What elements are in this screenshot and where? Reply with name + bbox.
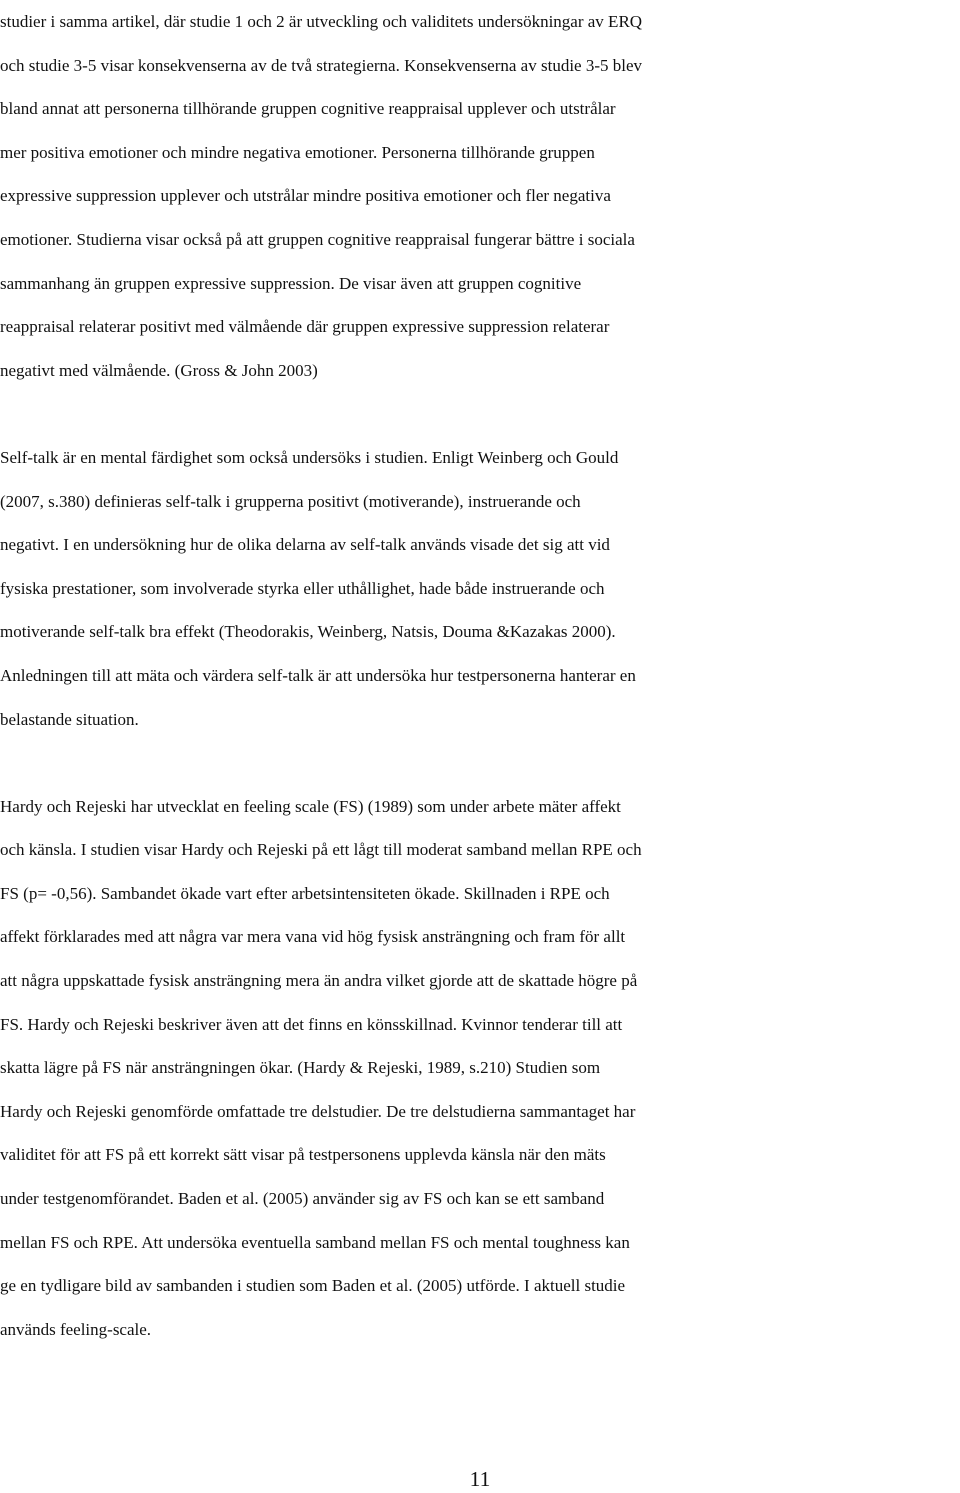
paragraph-feeling-scale <box>0 785 960 1352</box>
text-line: under testgenomförandet. Baden et al. (2005) använder sig av FS och kan se ett samband <box>0 1189 605 1209</box>
text-line: reappraisal relaterar positivt med välmående där gruppen expressive suppression relaterar <box>0 317 610 337</box>
text-line: sammanhang än gruppen expressive suppression. De visar även att gruppen cognitive <box>0 273 582 293</box>
text-line: skatta lägre på FS när ansträngningen ökar. (Hardy & Rejeski, 1989, s.210) Studien som <box>0 1058 601 1078</box>
text-line: mer positiva emotioner och mindre negativa emotioner. Personerna tillhörande gruppen <box>0 142 595 162</box>
text-line: och känsla. I studien visar Hardy och Rejeski på ett lågt till moderat samband mellan RPE och <box>0 840 642 860</box>
text-line: används feeling-scale. <box>0 1319 152 1339</box>
text-line: FS (p= -0,56). Sambandet ökade vart efter arbetsintensiteten ökade. Skillnaden i RPE och <box>0 883 610 903</box>
text-line: Hardy och Rejeski har utvecklat en feeling scale (FS) (1989) som under arbete mäter affekt <box>0 796 621 816</box>
text-line: studier i samma artikel, där studie 1 och 2 är utveckling och validitets undersökningar av ERQ <box>0 12 643 31</box>
text-line: mellan FS och RPE. Att undersöka eventuella samband mellan FS och mental toughness kan <box>0 1232 630 1252</box>
text-line: validitet för att FS på ett korrekt sätt visar på testpersonens upplevda känsla när den mäts <box>0 1145 606 1165</box>
text-line: ge en tydligare bild av sambanden i studien som Baden et al. (2005) utförde. I aktuell studie <box>0 1276 626 1296</box>
text-line: affekt förklarades med att några var mera vana vid hög fysisk ansträngning och fram för allt <box>0 927 626 947</box>
text-line: FS. Hardy och Rejeski beskriver även att det finns en könsskillnad. Kvinnor tenderar till att <box>0 1014 623 1034</box>
text-line: att några uppskattade fysisk ansträngning mera än andra vilket gjorde att de skattade högre på <box>0 971 638 991</box>
text-line: och studie 3-5 visar konsekvenserna av de två strategierna. Konsekvenserna av studie 3-5 blev <box>0 55 643 75</box>
text-line: fysiska prestationer, som involverade styrka eller uthållighet, hade både instruerande och <box>0 578 605 598</box>
text-line: belastande situation. <box>0 709 139 729</box>
paragraph-erq-strategies <box>0 0 960 392</box>
text-line: expressive suppression upplever och utstrålar mindre positiva emotioner och fler negativa <box>0 186 611 206</box>
text-line: Self-talk är en mental färdighet som också undersöks i studien. Enligt Weinberg och Gould <box>0 447 619 467</box>
text-line: emotioner. Studierna visar också på att gruppen cognitive reappraisal fungerar bättre i sociala <box>0 229 635 249</box>
text-line: motiverande self-talk bra effekt (Theodorakis, Weinberg, Natsis, Douma &Kazakas 2000). <box>0 622 616 642</box>
page-number: 11 <box>469 1467 491 1491</box>
text-line: negativt. I en undersökning hur de olika delarna av self-talk används visade det sig att vid <box>0 535 610 555</box>
text-line: bland annat att personerna tillhörande gruppen cognitive reappraisal upplever och utstrålar <box>0 99 616 119</box>
paragraph-self-talk <box>0 436 960 741</box>
text-line: Hardy och Rejeski genomförde omfattade tre delstudier. De tre delstudierna sammantaget har <box>0 1101 636 1121</box>
text-line: negativt med välmående. (Gross & John 2003) <box>0 360 318 380</box>
text-line: Anledningen till att mäta och värdera self-talk är att undersöka hur testpersonerna hanterar en <box>0 665 636 685</box>
text-line: (2007, s.380) definieras self-talk i grupperna positivt (motiverande), instruerande och <box>0 491 581 511</box>
